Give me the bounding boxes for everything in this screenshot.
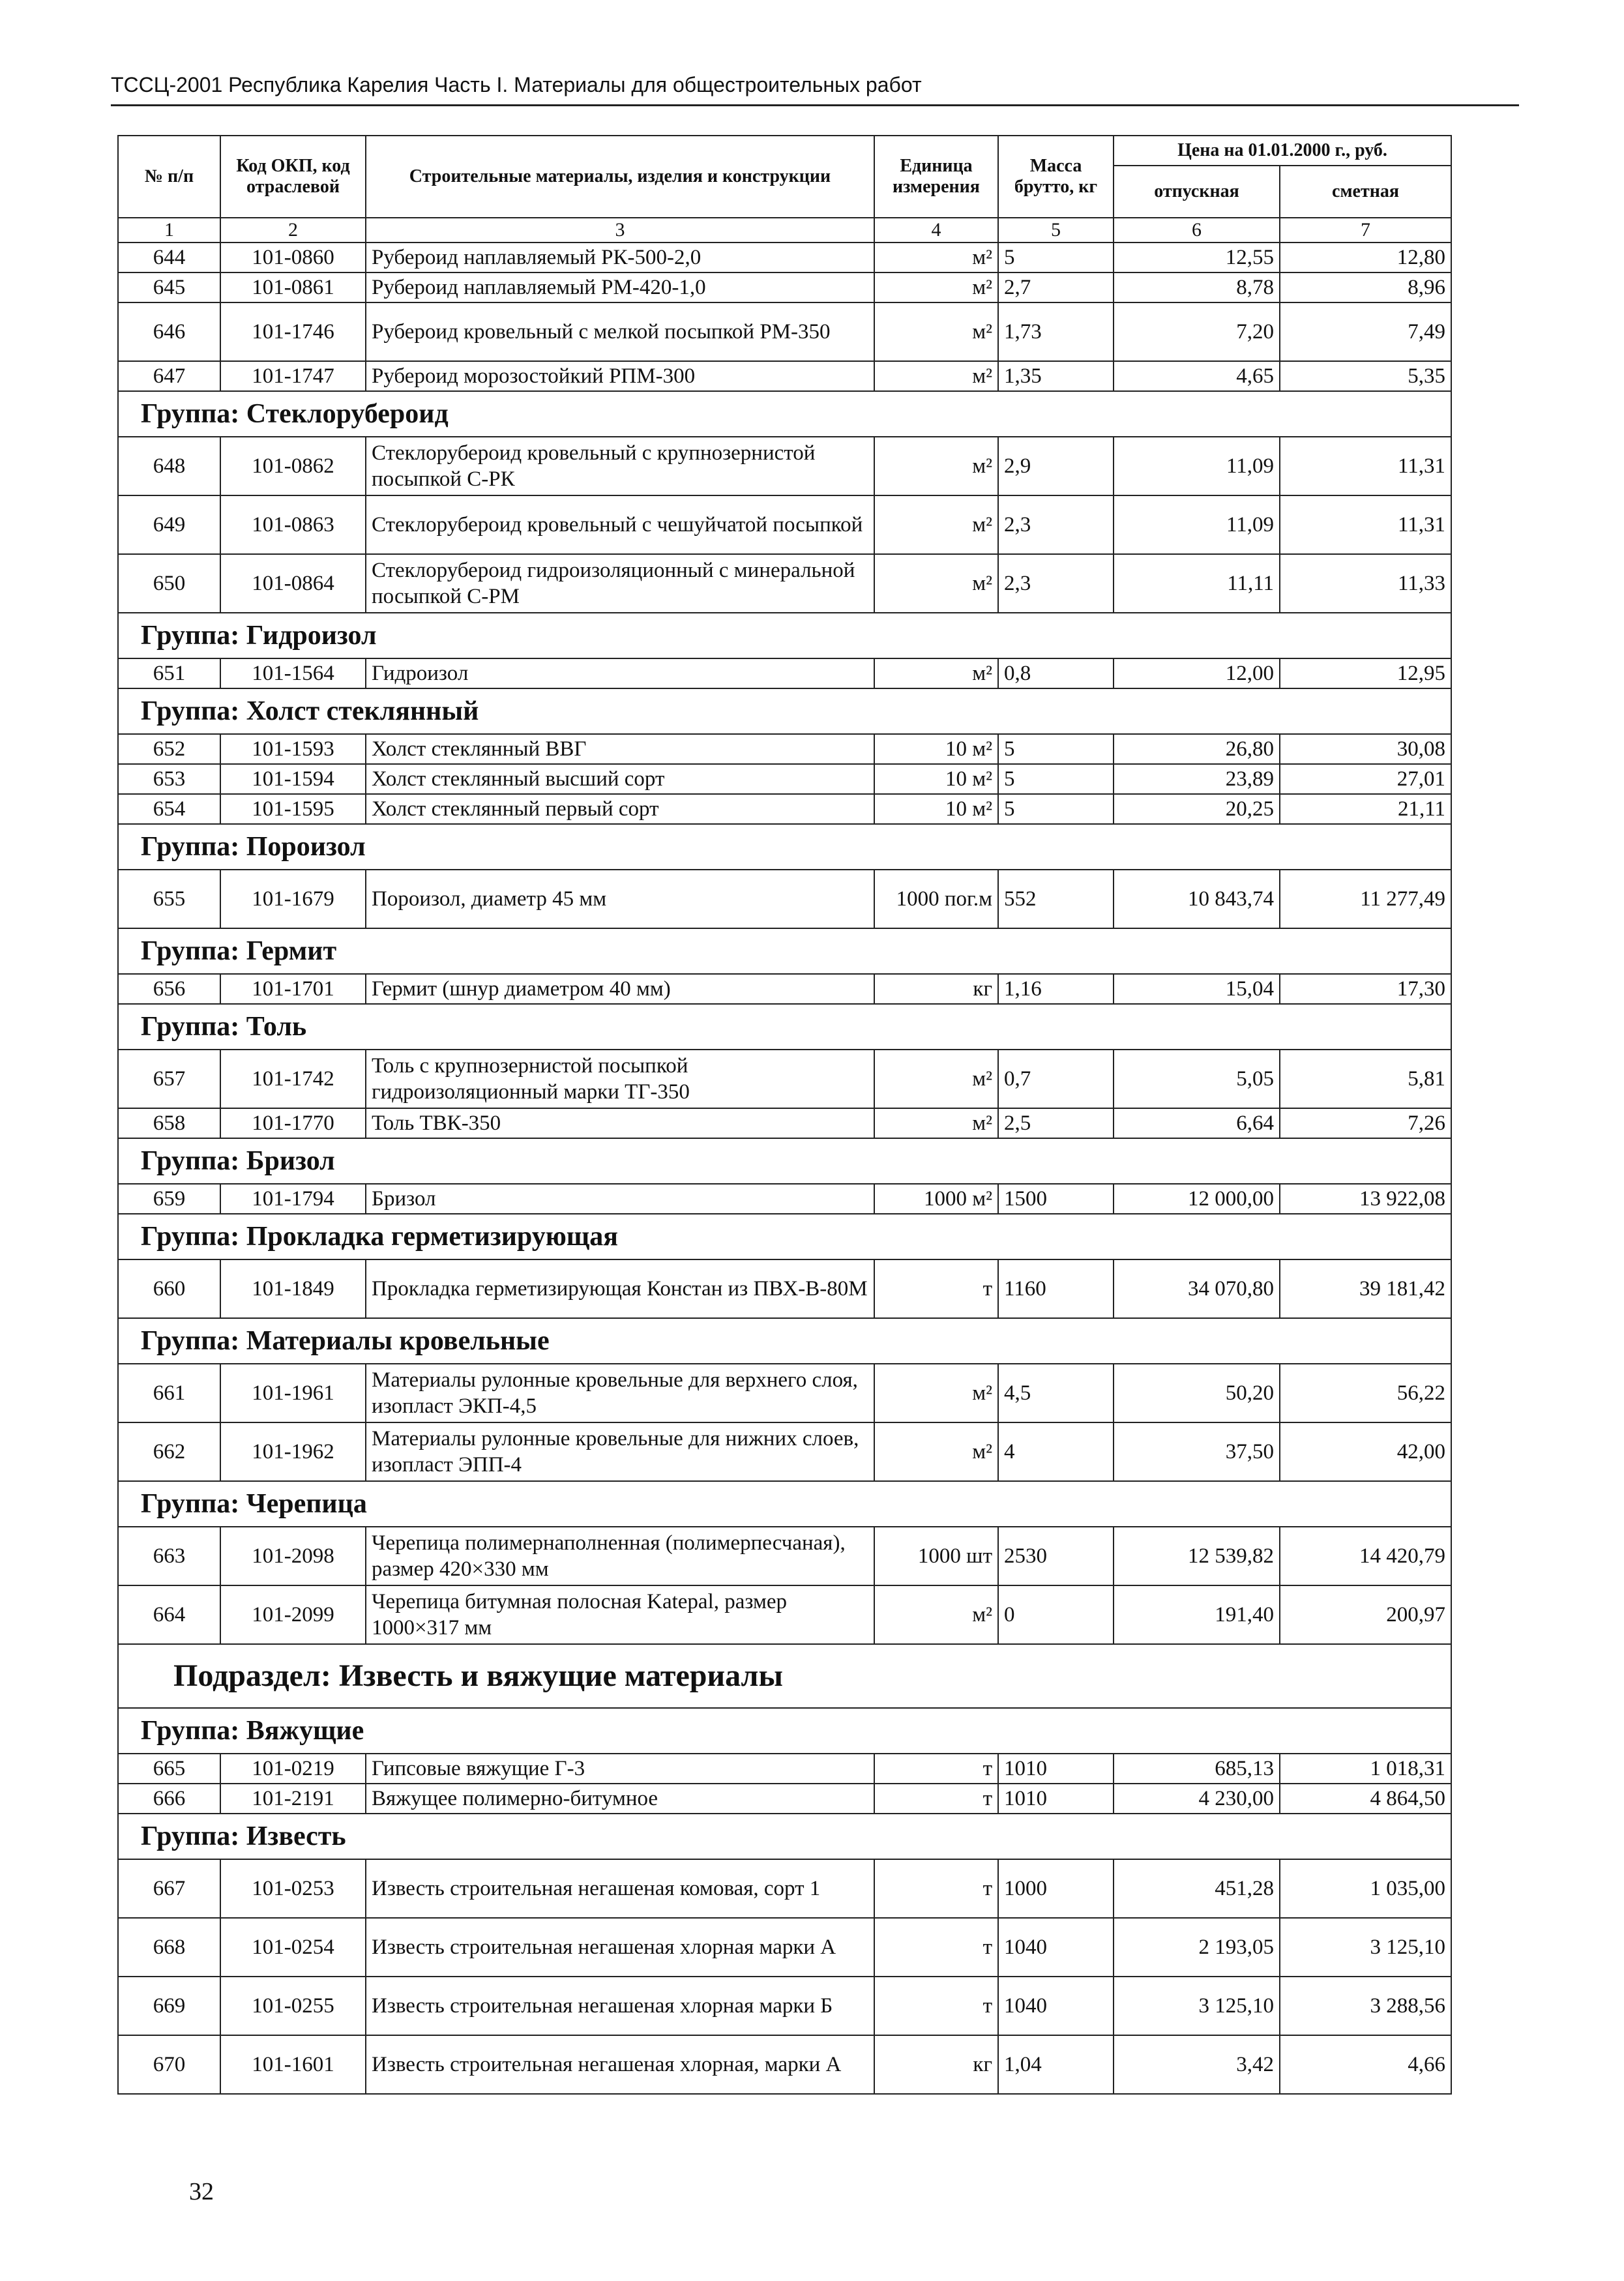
row-okp-code: 101-1747	[220, 361, 366, 391]
price-table	[117, 135, 1452, 2095]
row-unit: 1000 м²	[874, 1184, 998, 1214]
row-estimate-price: 56,22	[1280, 1364, 1451, 1422]
table-row	[118, 437, 1451, 495]
row-material-name: Холст стеклянный первый сорт	[366, 794, 874, 824]
table-row	[118, 1259, 1451, 1318]
header-okp-code: Код ОКП, код отраслевой	[220, 136, 366, 218]
row-okp-code: 101-1961	[220, 1364, 366, 1422]
row-okp-code: 101-2098	[220, 1527, 366, 1585]
row-number: 660	[118, 1259, 220, 1318]
group-heading: Группа: Пороизол	[118, 824, 1451, 870]
row-material-name: Известь строительная негашеная хлорная, марки А	[366, 2035, 874, 2094]
row-estimate-price: 13 922,08	[1280, 1184, 1451, 1214]
row-number: 669	[118, 1977, 220, 2035]
row-estimate-price: 39 181,42	[1280, 1259, 1451, 1318]
row-okp-code: 101-1564	[220, 658, 366, 688]
page-number: 32	[189, 2178, 214, 2205]
row-number: 654	[118, 794, 220, 824]
row-release-price: 11,09	[1114, 495, 1280, 554]
column-number: 6	[1114, 218, 1280, 243]
table-row	[118, 870, 1451, 928]
row-estimate-price: 3 125,10	[1280, 1918, 1451, 1977]
row-okp-code: 101-2191	[220, 1784, 366, 1814]
row-okp-code: 101-0254	[220, 1918, 366, 1977]
group-heading-row	[118, 1138, 1451, 1184]
group-heading: Группа: Бризол	[118, 1138, 1451, 1184]
group-heading-row	[118, 1214, 1451, 1259]
row-unit: 10 м²	[874, 734, 998, 764]
row-unit: м²	[874, 437, 998, 495]
row-estimate-price: 42,00	[1280, 1422, 1451, 1481]
row-release-price: 4,65	[1114, 361, 1280, 391]
row-release-price: 12 000,00	[1114, 1184, 1280, 1214]
row-estimate-price: 3 288,56	[1280, 1977, 1451, 2035]
row-okp-code: 101-1849	[220, 1259, 366, 1318]
row-estimate-price: 17,30	[1280, 974, 1451, 1004]
header-price-group: Цена на 01.01.2000 г., руб.	[1114, 136, 1451, 166]
row-release-price: 37,50	[1114, 1422, 1280, 1481]
row-release-price: 451,28	[1114, 1859, 1280, 1918]
row-release-price: 26,80	[1114, 734, 1280, 764]
row-okp-code: 101-0860	[220, 243, 366, 272]
row-release-price: 6,64	[1114, 1108, 1280, 1138]
row-material-name: Гермит (шнур диаметром 40 мм)	[366, 974, 874, 1004]
group-heading: Группа: Гермит	[118, 928, 1451, 974]
group-heading-row	[118, 1004, 1451, 1050]
row-material-name: Пороизол, диаметр 45 мм	[366, 870, 874, 928]
row-material-name: Бризол	[366, 1184, 874, 1214]
row-number: 670	[118, 2035, 220, 2094]
row-number: 655	[118, 870, 220, 928]
table-row	[118, 1859, 1451, 1918]
row-number: 665	[118, 1754, 220, 1784]
row-release-price: 11,11	[1114, 554, 1280, 613]
row-release-price: 7,20	[1114, 302, 1280, 361]
column-number: 4	[874, 218, 998, 243]
row-release-price: 15,04	[1114, 974, 1280, 1004]
table-row	[118, 1918, 1451, 1977]
row-estimate-price: 1 035,00	[1280, 1859, 1451, 1918]
row-unit: м²	[874, 243, 998, 272]
row-release-price: 50,20	[1114, 1364, 1280, 1422]
row-unit: м²	[874, 658, 998, 688]
row-mass: 1010	[998, 1784, 1114, 1814]
row-mass: 0,8	[998, 658, 1114, 688]
table-row	[118, 361, 1451, 391]
row-material-name: Гипсовые вяжущие Г-3	[366, 1754, 874, 1784]
group-heading-row	[118, 613, 1451, 658]
row-unit: м²	[874, 1108, 998, 1138]
column-number: 3	[366, 218, 874, 243]
subsection-heading: Подраздел: Известь и вяжущие материалы	[118, 1644, 1451, 1708]
row-okp-code: 101-2099	[220, 1585, 366, 1644]
row-mass: 5	[998, 734, 1114, 764]
row-mass: 552	[998, 870, 1114, 928]
row-release-price: 191,40	[1114, 1585, 1280, 1644]
row-number: 653	[118, 764, 220, 794]
row-estimate-price: 12,80	[1280, 243, 1451, 272]
row-release-price: 34 070,80	[1114, 1259, 1280, 1318]
group-heading-row	[118, 688, 1451, 734]
row-material-name: Рубероид морозостойкий РПМ-300	[366, 361, 874, 391]
row-okp-code: 101-1594	[220, 764, 366, 794]
row-mass: 2,9	[998, 437, 1114, 495]
table-header	[118, 136, 1451, 243]
row-unit: т	[874, 1977, 998, 2035]
row-mass: 5	[998, 794, 1114, 824]
row-estimate-price: 7,49	[1280, 302, 1451, 361]
row-material-name: Толь с крупнозернистой посыпкой гидроизоляционный марки ТГ-350	[366, 1050, 874, 1108]
row-number: 650	[118, 554, 220, 613]
row-okp-code: 101-0219	[220, 1754, 366, 1784]
row-okp-code: 101-0864	[220, 554, 366, 613]
row-unit: м²	[874, 1585, 998, 1644]
row-mass: 1500	[998, 1184, 1114, 1214]
row-release-price: 4 230,00	[1114, 1784, 1280, 1814]
row-mass: 0,7	[998, 1050, 1114, 1108]
row-estimate-price: 11,31	[1280, 437, 1451, 495]
row-number: 645	[118, 272, 220, 302]
row-estimate-price: 11,33	[1280, 554, 1451, 613]
row-material-name: Черепица битумная полосная Katepal, размер 1000×317 мм	[366, 1585, 874, 1644]
column-number: 7	[1280, 218, 1451, 243]
row-unit: 1000 шт	[874, 1527, 998, 1585]
table-row	[118, 1050, 1451, 1108]
row-material-name: Материалы рулонные кровельные для нижних слоев, изопласт ЭПП-4	[366, 1422, 874, 1481]
row-unit: кг	[874, 2035, 998, 2094]
row-mass: 1010	[998, 1754, 1114, 1784]
table-body	[118, 243, 1451, 2094]
row-mass: 4,5	[998, 1364, 1114, 1422]
row-unit: 10 м²	[874, 764, 998, 794]
header-rule	[111, 104, 1519, 106]
row-estimate-price: 7,26	[1280, 1108, 1451, 1138]
row-number: 661	[118, 1364, 220, 1422]
row-number: 664	[118, 1585, 220, 1644]
header-num: № п/п	[118, 136, 220, 218]
row-unit: м²	[874, 1422, 998, 1481]
row-number: 651	[118, 658, 220, 688]
row-estimate-price: 11,31	[1280, 495, 1451, 554]
row-mass: 1,04	[998, 2035, 1114, 2094]
group-heading: Группа: Вяжущие	[118, 1708, 1451, 1754]
row-okp-code: 101-1794	[220, 1184, 366, 1214]
row-material-name: Вяжущее полимерно-битумное	[366, 1784, 874, 1814]
table-row	[118, 1527, 1451, 1585]
row-release-price: 3 125,10	[1114, 1977, 1280, 2035]
row-unit: м²	[874, 495, 998, 554]
row-number: 667	[118, 1859, 220, 1918]
row-estimate-price: 8,96	[1280, 272, 1451, 302]
group-heading: Группа: Стеклорубероид	[118, 391, 1451, 437]
table-row	[118, 1977, 1451, 2035]
row-mass: 2530	[998, 1527, 1114, 1585]
group-heading: Группа: Материалы кровельные	[118, 1318, 1451, 1364]
row-material-name: Рубероид наплавляемый РМ-420-1,0	[366, 272, 874, 302]
table-row	[118, 734, 1451, 764]
group-heading-row	[118, 391, 1451, 437]
row-estimate-price: 11 277,49	[1280, 870, 1451, 928]
row-okp-code: 101-0255	[220, 1977, 366, 2035]
row-number: 652	[118, 734, 220, 764]
group-heading-row	[118, 1708, 1451, 1754]
row-unit: м²	[874, 302, 998, 361]
row-unit: кг	[874, 974, 998, 1004]
row-release-price: 5,05	[1114, 1050, 1280, 1108]
table-row	[118, 1184, 1451, 1214]
group-heading: Группа: Толь	[118, 1004, 1451, 1050]
group-heading-row	[118, 1814, 1451, 1859]
row-release-price: 8,78	[1114, 272, 1280, 302]
row-mass: 2,5	[998, 1108, 1114, 1138]
row-unit: 1000 пог.м	[874, 870, 998, 928]
row-mass: 5	[998, 764, 1114, 794]
row-mass: 1160	[998, 1259, 1114, 1318]
row-mass: 4	[998, 1422, 1114, 1481]
row-release-price: 12,55	[1114, 243, 1280, 272]
row-mass: 1040	[998, 1977, 1114, 2035]
header-estimate-price: сметная	[1280, 166, 1451, 218]
row-estimate-price: 1 018,31	[1280, 1754, 1451, 1784]
table-row	[118, 1364, 1451, 1422]
row-number: 659	[118, 1184, 220, 1214]
group-heading-row	[118, 928, 1451, 974]
table-row	[118, 2035, 1451, 2094]
group-heading-row	[118, 1481, 1451, 1527]
group-heading: Группа: Холст стеклянный	[118, 688, 1451, 734]
row-estimate-price: 27,01	[1280, 764, 1451, 794]
row-estimate-price: 200,97	[1280, 1585, 1451, 1644]
group-heading: Группа: Прокладка герметизирующая	[118, 1214, 1451, 1259]
table-row	[118, 1754, 1451, 1784]
row-material-name: Стеклорубероид кровельный с крупнозернистой посыпкой С-РК	[366, 437, 874, 495]
table-row	[118, 974, 1451, 1004]
row-okp-code: 101-1701	[220, 974, 366, 1004]
row-okp-code: 101-1593	[220, 734, 366, 764]
row-release-price: 685,13	[1114, 1754, 1280, 1784]
row-mass: 5	[998, 243, 1114, 272]
row-mass: 1,35	[998, 361, 1114, 391]
row-number: 649	[118, 495, 220, 554]
header-material-name: Строительные материалы, изделия и конструкции	[366, 136, 874, 218]
row-release-price: 3,42	[1114, 2035, 1280, 2094]
row-okp-code: 101-0861	[220, 272, 366, 302]
table-row	[118, 272, 1451, 302]
table-row	[118, 1784, 1451, 1814]
table-row	[118, 794, 1451, 824]
row-okp-code: 101-1595	[220, 794, 366, 824]
column-number: 2	[220, 218, 366, 243]
row-okp-code: 101-0862	[220, 437, 366, 495]
row-okp-code: 101-1746	[220, 302, 366, 361]
row-okp-code: 101-1962	[220, 1422, 366, 1481]
row-material-name: Толь ТВК-350	[366, 1108, 874, 1138]
row-unit: м²	[874, 1364, 998, 1422]
table-row	[118, 495, 1451, 554]
row-material-name: Известь строительная негашеная хлорная марки А	[366, 1918, 874, 1977]
row-number: 656	[118, 974, 220, 1004]
table-row	[118, 1422, 1451, 1481]
group-heading-row	[118, 1318, 1451, 1364]
row-material-name: Стеклорубероид гидроизоляционный с минеральной посыпкой С-РМ	[366, 554, 874, 613]
row-material-name: Стеклорубероид кровельный с чешуйчатой посыпкой	[366, 495, 874, 554]
header-release-price: отпускная	[1114, 166, 1280, 218]
row-estimate-price: 30,08	[1280, 734, 1451, 764]
row-material-name: Известь строительная негашеная комовая, сорт 1	[366, 1859, 874, 1918]
header-unit: Единица измерения	[874, 136, 998, 218]
row-number: 668	[118, 1918, 220, 1977]
row-material-name: Рубероид кровельный с мелкой посыпкой РМ-350	[366, 302, 874, 361]
row-unit: м²	[874, 272, 998, 302]
header-mass: Масса брутто, кг	[998, 136, 1114, 218]
row-release-price: 12,00	[1114, 658, 1280, 688]
row-material-name: Гидроизол	[366, 658, 874, 688]
row-release-price: 10 843,74	[1114, 870, 1280, 928]
row-material-name: Холст стеклянный высший сорт	[366, 764, 874, 794]
group-heading: Группа: Гидроизол	[118, 613, 1451, 658]
row-unit: т	[874, 1259, 998, 1318]
table-row	[118, 1108, 1451, 1138]
row-unit: 10 м²	[874, 794, 998, 824]
row-estimate-price: 21,11	[1280, 794, 1451, 824]
group-heading-row	[118, 824, 1451, 870]
row-release-price: 11,09	[1114, 437, 1280, 495]
row-release-price: 2 193,05	[1114, 1918, 1280, 1977]
row-unit: м²	[874, 554, 998, 613]
row-material-name: Материалы рулонные кровельные для верхнего слоя, изопласт ЭКП-4,5	[366, 1364, 874, 1422]
row-number: 662	[118, 1422, 220, 1481]
row-okp-code: 101-0253	[220, 1859, 366, 1918]
table-row	[118, 1585, 1451, 1644]
row-release-price: 12 539,82	[1114, 1527, 1280, 1585]
row-mass: 1000	[998, 1859, 1114, 1918]
column-number: 5	[998, 218, 1114, 243]
row-okp-code: 101-1742	[220, 1050, 366, 1108]
row-material-name: Известь строительная негашеная хлорная марки Б	[366, 1977, 874, 2035]
row-number: 666	[118, 1784, 220, 1814]
row-okp-code: 101-0863	[220, 495, 366, 554]
row-mass: 1,16	[998, 974, 1114, 1004]
table-row	[118, 554, 1451, 613]
row-mass: 2,3	[998, 495, 1114, 554]
row-number: 658	[118, 1108, 220, 1138]
row-okp-code: 101-1601	[220, 2035, 366, 2094]
row-estimate-price: 12,95	[1280, 658, 1451, 688]
row-material-name: Холст стеклянный ВВГ	[366, 734, 874, 764]
column-numbers-row	[118, 218, 1451, 243]
row-number: 644	[118, 243, 220, 272]
row-number: 663	[118, 1527, 220, 1585]
row-release-price: 23,89	[1114, 764, 1280, 794]
row-unit: м²	[874, 1050, 998, 1108]
column-number: 1	[118, 218, 220, 243]
row-material-name: Черепица полимернаполненная (полимерпесчаная), размер 420×330 мм	[366, 1527, 874, 1585]
row-unit: т	[874, 1918, 998, 1977]
table-row	[118, 243, 1451, 272]
row-mass: 1,73	[998, 302, 1114, 361]
running-header: ТССЦ-2001 Республика Карелия Часть I. Материалы для общестроительных работ	[111, 73, 922, 96]
group-heading: Группа: Черепица	[118, 1481, 1451, 1527]
row-estimate-price: 4 864,50	[1280, 1784, 1451, 1814]
row-material-name: Прокладка герметизирующая Констан из ПВХ-В-80М	[366, 1259, 874, 1318]
row-mass: 0	[998, 1585, 1114, 1644]
row-unit: т	[874, 1859, 998, 1918]
row-number: 646	[118, 302, 220, 361]
row-release-price: 20,25	[1114, 794, 1280, 824]
row-okp-code: 101-1679	[220, 870, 366, 928]
table-row	[118, 658, 1451, 688]
subsection-heading-row	[118, 1644, 1451, 1708]
row-number: 657	[118, 1050, 220, 1108]
row-mass: 2,3	[998, 554, 1114, 613]
row-estimate-price: 14 420,79	[1280, 1527, 1451, 1585]
row-material-name: Рубероид наплавляемый РК-500-2,0	[366, 243, 874, 272]
row-mass: 1040	[998, 1918, 1114, 1977]
table-row	[118, 764, 1451, 794]
row-number: 647	[118, 361, 220, 391]
row-number: 648	[118, 437, 220, 495]
row-unit: м²	[874, 361, 998, 391]
group-heading: Группа: Известь	[118, 1814, 1451, 1859]
row-okp-code: 101-1770	[220, 1108, 366, 1138]
row-estimate-price: 5,35	[1280, 361, 1451, 391]
row-estimate-price: 5,81	[1280, 1050, 1451, 1108]
row-estimate-price: 4,66	[1280, 2035, 1451, 2094]
row-mass: 2,7	[998, 272, 1114, 302]
table-row	[118, 302, 1451, 361]
row-unit: т	[874, 1754, 998, 1784]
row-unit: т	[874, 1784, 998, 1814]
